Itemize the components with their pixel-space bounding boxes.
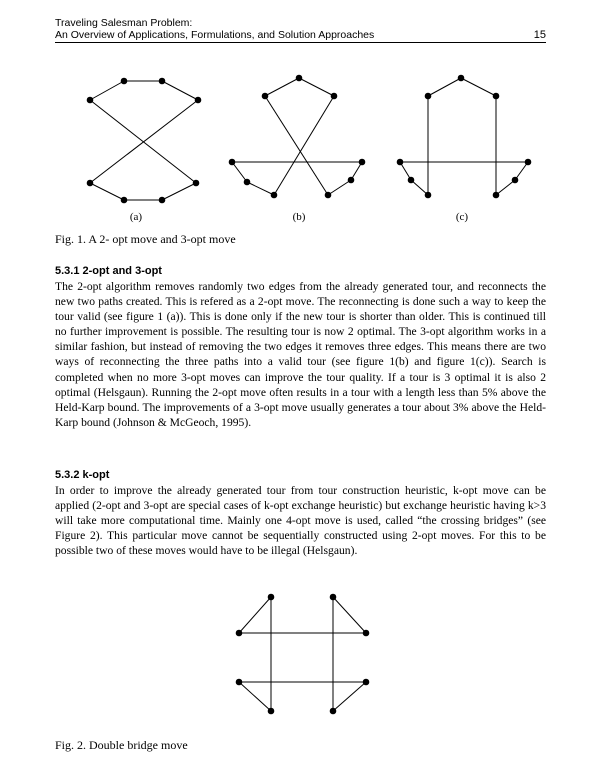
node	[512, 177, 519, 184]
node	[397, 159, 404, 166]
node	[121, 197, 128, 204]
node	[425, 93, 432, 100]
section-2opt-3opt-paragraph: The 2-opt algorithm removes randomly two edges from the already generated tour, and reconnects the new two paths created. This is refered as a 2-opt move. The reconnecting is done such a way to keep the tour valid (see figure 1 (a)). This is done only if the new tour is shorter than older. This is continued till no further improvement is possible. The resulting tour is now 2 optimal. The 3-opt algorithm works in a similar fashion, but instead of removing the two edges it removes three edges. This means there are two ways of reconnecting the three paths into a valid tour (see figure 1(b) and figure 1(c)). Search is completed when no more 3-opt moves can improve the tour quality. If a tour is 3 optimal it is also 2 optimal (Helsgaun). Running the 2-opt move often results in a tour with a length less than 5% above the Held-Karp bound. The improvements of a 3-opt move usually generates a tour about 3% above the Held-Karp bound (Johnson & McGeoch, 1995).	[55, 280, 546, 429]
figure-1a-tour	[90, 81, 198, 200]
node	[525, 159, 532, 166]
node	[331, 93, 338, 100]
node	[159, 78, 166, 85]
running-header-title: Traveling Salesman Problem:	[55, 17, 193, 29]
node	[330, 594, 337, 601]
section-kopt-paragraph: In order to improve the already generated tour from tour construction heuristic, k-opt move can be applied (2-opt and 3-opt are special cases of k-opt exchange heuristic) but exchange heuristic having k>3 will take more computational time. Mainly one 4-opt move is used, called “the crossing bridges” (see Figure 2). This particular move cannot be sequentially constructed using 2-opt moves. For this to be possible two of these moves would have to be illegal (Helsgaun).	[55, 484, 546, 558]
node	[236, 630, 243, 637]
node	[359, 159, 366, 166]
node	[244, 179, 251, 186]
node	[236, 679, 243, 686]
node	[87, 97, 94, 104]
node	[121, 78, 128, 85]
figure-1b-label: (b)	[292, 211, 306, 223]
node	[425, 192, 432, 199]
node	[330, 708, 337, 715]
node	[363, 630, 370, 637]
figure-1a-label: (a)	[129, 211, 143, 223]
node	[229, 159, 236, 166]
figure-2-double-bridge-tour	[239, 597, 366, 711]
node	[408, 177, 415, 184]
figure-1c-tour	[400, 78, 528, 195]
section-heading-2opt-3opt: 5.3.1 2-opt and 3-opt	[55, 265, 162, 277]
page-number: 15	[533, 29, 546, 41]
node	[325, 192, 332, 199]
node	[159, 197, 166, 204]
figure-1-caption: Fig. 1. A 2- opt move and 3-opt move	[55, 232, 236, 246]
node	[268, 594, 275, 601]
node	[493, 93, 500, 100]
figure-1	[0, 0, 602, 240]
node	[271, 192, 278, 199]
node	[268, 708, 275, 715]
figure-2-caption: Fig. 2. Double bridge move	[55, 738, 188, 752]
node	[87, 180, 94, 187]
node	[296, 75, 303, 82]
node	[262, 93, 269, 100]
node	[363, 679, 370, 686]
section-heading-kopt: 5.3.2 k-opt	[55, 469, 110, 481]
figure-1c-label: (c)	[455, 211, 469, 223]
figure-1b-tour	[232, 78, 362, 195]
node	[195, 97, 202, 104]
node	[458, 75, 465, 82]
node	[193, 180, 200, 187]
node	[348, 177, 355, 184]
running-header-subtitle: An Overview of Applications, Formulations, and Solution Approaches	[55, 29, 375, 41]
node	[493, 192, 500, 199]
